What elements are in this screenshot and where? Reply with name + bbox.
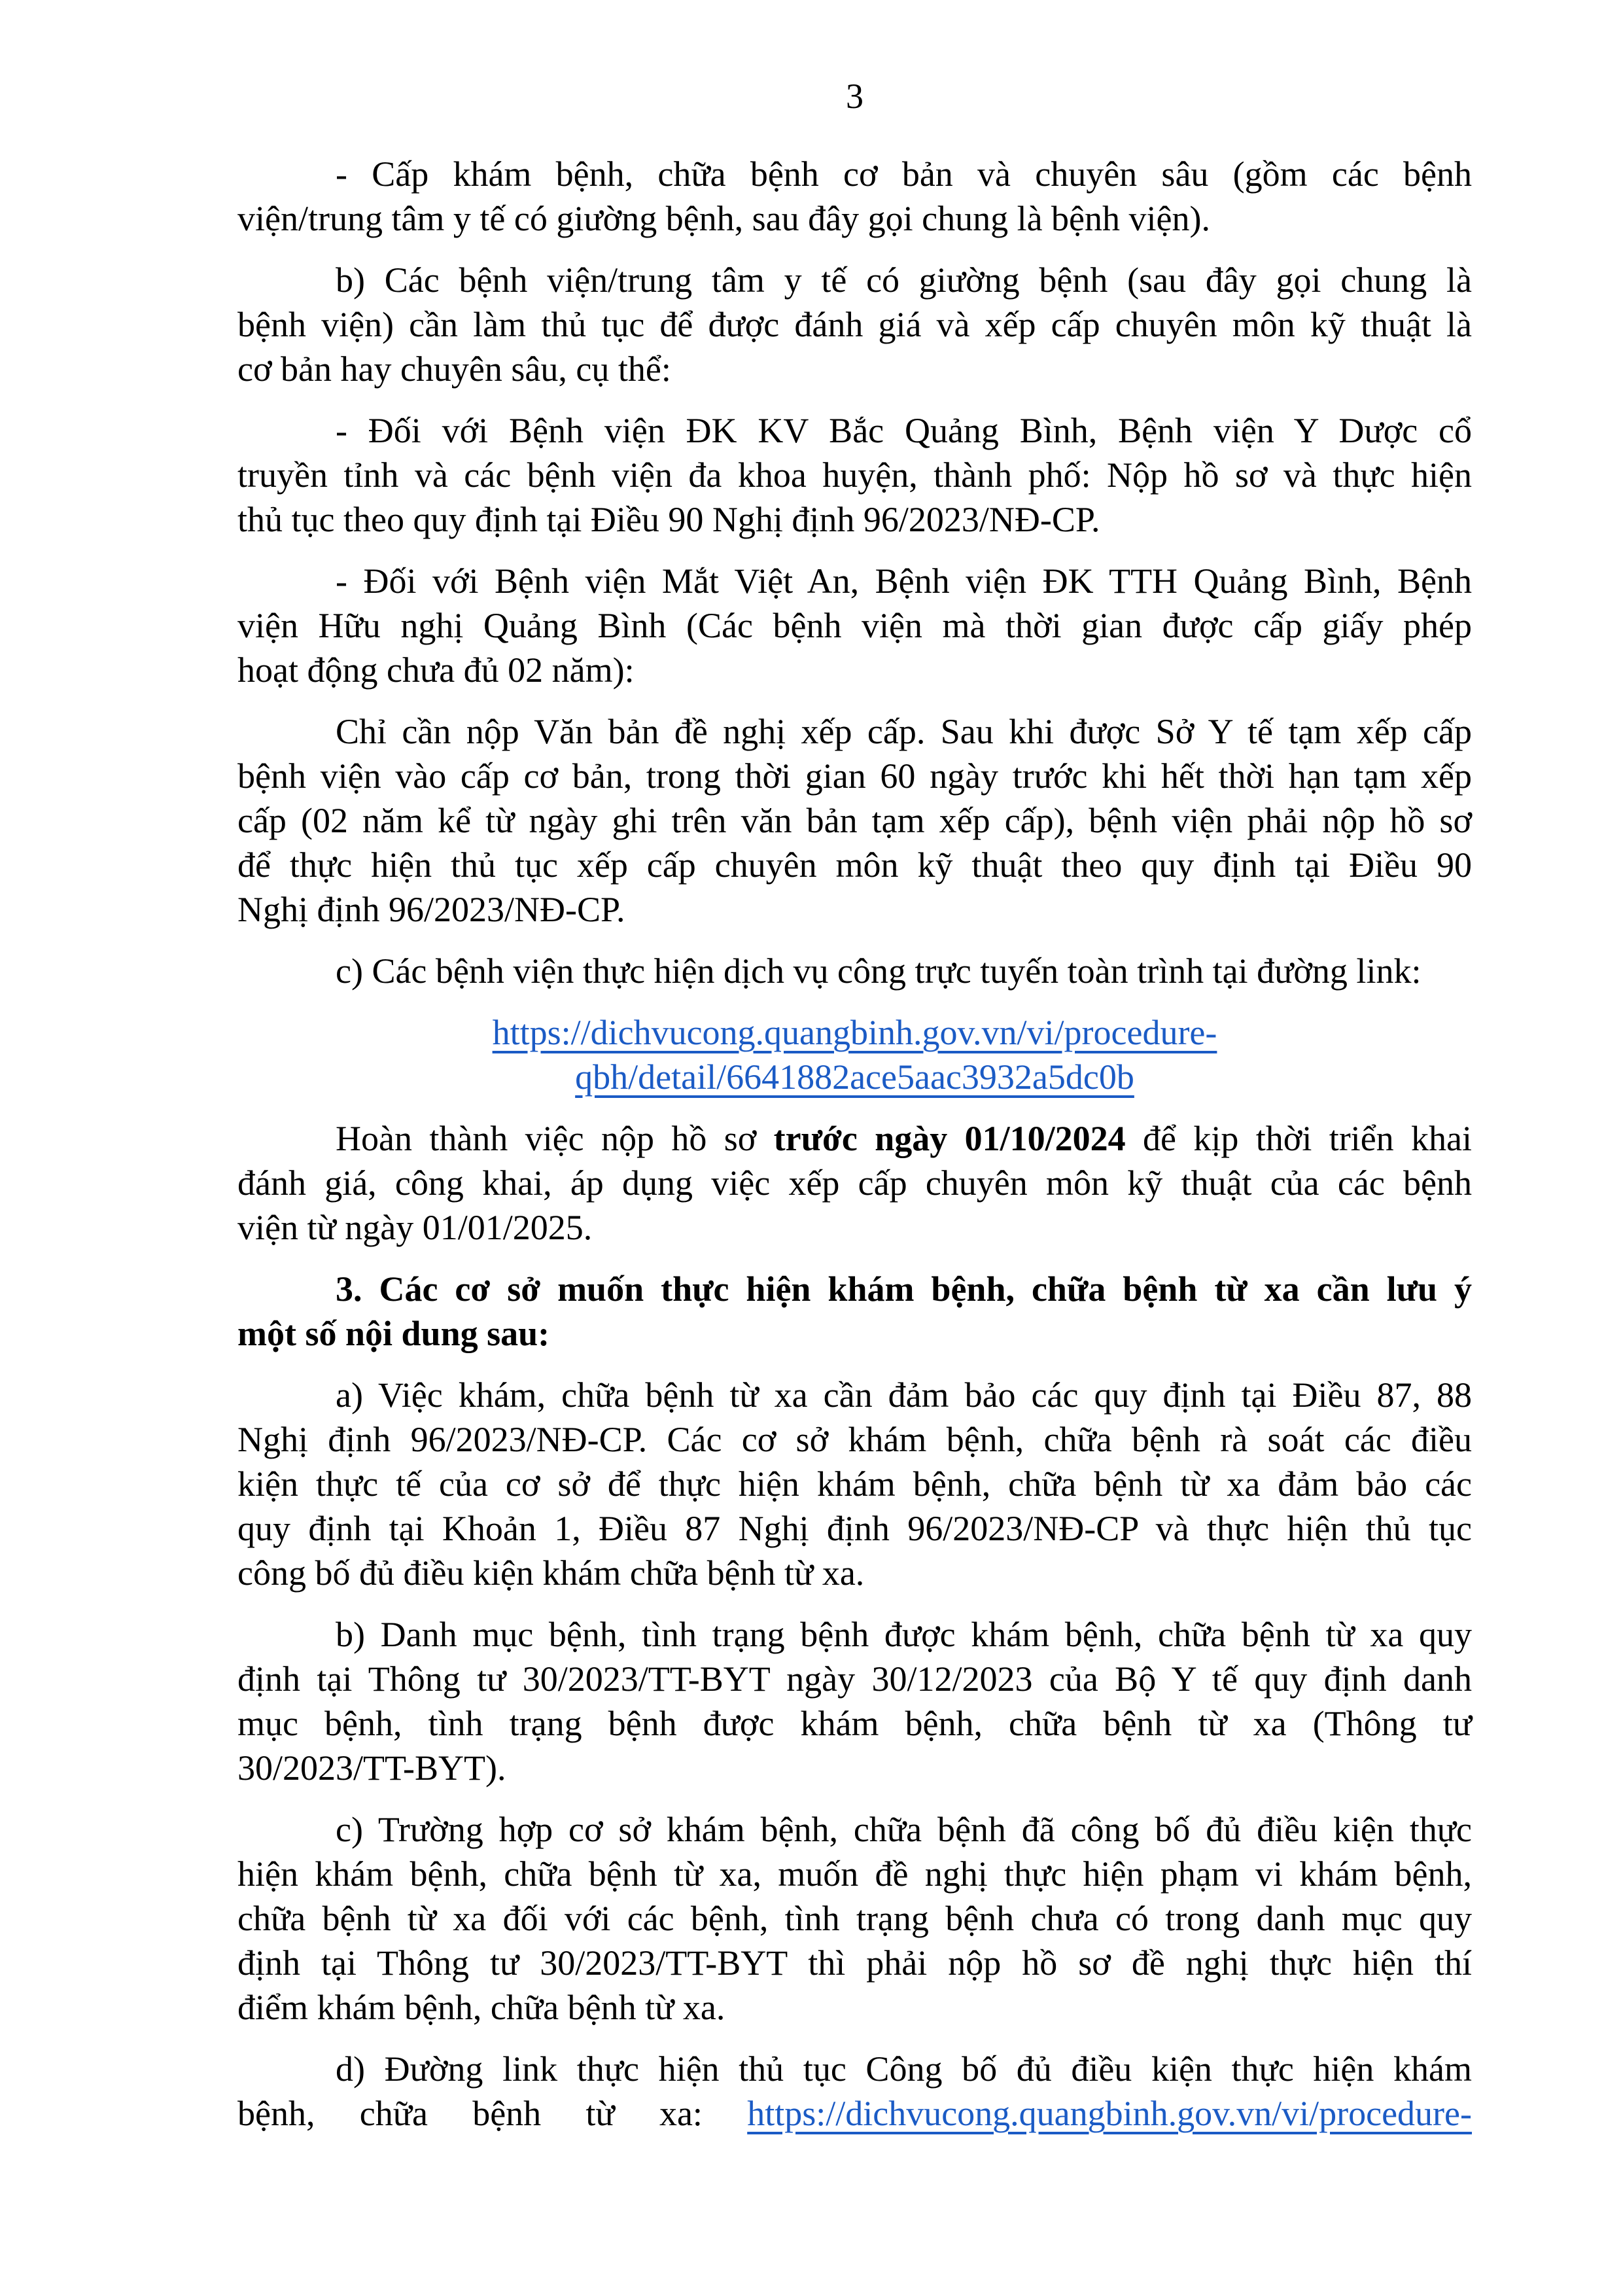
item-hoan-thanh-nop-ho-so — [237, 1116, 1472, 1250]
text-run: c) Các bệnh viện thực hiện dịch vụ công trực tuyến toàn trình tại đường link: — [336, 951, 1422, 991]
text-run: chữa bệnh từ xa đối với các bệnh, tình trạng bệnh chưa có trong danh mục quy — [237, 1899, 1472, 1938]
text-line — [237, 648, 1472, 692]
text-line — [237, 1807, 1472, 1852]
text-run: cơ bản hay chuyên sâu, cụ thể: — [237, 349, 671, 389]
text-line — [237, 1205, 1472, 1250]
item-doi-voi-benh-vien-mat — [237, 559, 1472, 692]
text-run: thủ tục theo quy định tại Điều 90 Nghị định 96/2023/NĐ-CP. — [237, 500, 1100, 539]
text-line — [237, 497, 1472, 542]
text-run: kiện thực tế của cơ sở để thực hiện khám bệnh, chữa bệnh từ xa đảm bảo các — [237, 1464, 1472, 1504]
text-line — [237, 843, 1472, 887]
item-doi-voi-benh-vien-dk-kv — [237, 408, 1472, 542]
text-run: bệnh viện vào cấp cơ bản, trong thời gian 60 ngày trước khi hết thời hạn tạm xếp — [237, 756, 1472, 796]
text-line — [237, 709, 1472, 754]
item-d-duong-link — [237, 2047, 1472, 2136]
page-number: 3 — [846, 77, 864, 116]
text-run: Nghị định 96/2023/NĐ-CP. Các cơ sở khám bệnh, chữa bệnh rà soát các điều — [237, 1420, 1472, 1459]
text-run: công bố đủ điều kiện khám chữa bệnh từ xa. — [237, 1553, 865, 1593]
text-run: định tại Thông tư 30/2023/TT-BYT ngày 30/12/2023 của Bộ Y tế quy định danh — [237, 1659, 1472, 1699]
text-run: hiện khám bệnh, chữa bệnh từ xa, muốn đề nghị thực hiện phạm vi khám bệnh, — [237, 1854, 1472, 1894]
text-run: đánh giá, công khai, áp dụng việc xếp cấp chuyên môn kỹ thuật của các bệnh — [237, 1163, 1472, 1203]
text-line — [237, 196, 1472, 241]
text-line — [237, 1746, 1472, 1790]
text-line — [237, 1941, 1472, 1985]
text-run: 30/2023/TT-BYT). — [237, 1748, 506, 1788]
text-run: bệnh viện) cần làm thủ tục để được đánh giá và xếp cấp chuyên môn kỹ thuật là — [237, 305, 1472, 344]
text-line — [237, 1551, 1472, 1595]
text-run: trước ngày 01/10/2024 — [773, 1119, 1126, 1158]
text-line — [237, 453, 1472, 497]
text-line — [237, 1373, 1472, 1417]
text-line — [237, 1896, 1472, 1941]
text-line — [237, 1657, 1472, 1701]
item-cap-kham-chua-benh — [237, 152, 1472, 241]
text-line — [237, 2091, 1472, 2136]
text-run: - Đối với Bệnh viện Mắt Việt An, Bệnh viện ĐK TTH Quảng Bình, Bệnh — [336, 561, 1472, 601]
hyperlink[interactable]: qbh/detail/6641882ace5aac3932a5dc0b — [575, 1057, 1134, 1097]
text-line — [237, 1612, 1472, 1657]
text-line — [237, 152, 1472, 196]
text-line — [237, 754, 1472, 798]
text-run: b) Các bệnh viện/trung tâm y tế có giường bệnh (sau đây gọi chung là — [336, 260, 1472, 300]
text-run: a) Việc khám, chữa bệnh từ xa cần đảm bảo các quy định tại Điều 87, 88 — [336, 1375, 1472, 1415]
text-run: để thực hiện thủ tục xếp cấp chuyên môn kỹ thuật theo quy định tại Điều 90 — [237, 845, 1472, 885]
text-line — [237, 1055, 1472, 1099]
text-line — [237, 2047, 1472, 2091]
text-line — [237, 408, 1472, 453]
item-a-kham-chua-benh-tu-xa — [237, 1373, 1472, 1595]
text-run: một số nội dung sau: — [237, 1314, 550, 1353]
text-line — [237, 258, 1472, 302]
heading-section-3 — [237, 1267, 1472, 1356]
text-run: - Đối với Bệnh viện ĐK KV Bắc Quảng Bình, Bệnh viện Y Dược cổ — [336, 411, 1472, 450]
text-line — [237, 1010, 1472, 1055]
portal-link-block — [237, 1010, 1472, 1099]
text-run: Nghị định 96/2023/NĐ-CP. — [237, 890, 625, 929]
item-c-dich-vu-cong — [237, 949, 1472, 993]
text-line — [237, 1701, 1472, 1746]
text-line — [237, 1417, 1472, 1462]
text-line — [237, 1985, 1472, 2030]
text-line — [237, 949, 1472, 993]
text-line — [237, 798, 1472, 843]
text-run: viện/trung tâm y tế có giường bệnh, sau đây gọi chung là bệnh viện). — [237, 199, 1210, 238]
item-chi-can-nop-van-ban — [237, 709, 1472, 932]
text-run: để kịp thời triển khai — [1125, 1119, 1472, 1158]
item-b-danh-muc-benh — [237, 1612, 1472, 1790]
text-run: bệnh, chữa bệnh từ xa: — [237, 2094, 748, 2133]
text-line — [237, 559, 1472, 603]
text-line — [237, 1462, 1472, 1506]
text-line — [237, 302, 1472, 347]
text-line — [237, 1267, 1472, 1311]
hyperlink[interactable]: https://dichvucong.quangbinh.gov.vn/vi/procedure- — [747, 2094, 1472, 2133]
text-line — [237, 1161, 1472, 1205]
text-line — [237, 887, 1472, 932]
text-line — [237, 1116, 1472, 1161]
text-line — [237, 1311, 1472, 1356]
text-run: 3. Các cơ sở muốn thực hiện khám bệnh, chữa bệnh từ xa cần lưu ý — [336, 1269, 1472, 1309]
text-run: d) Đường link thực hiện thủ tục Công bố đủ điều kiện thực hiện khám — [336, 2049, 1472, 2089]
text-run: hoạt động chưa đủ 02 năm): — [237, 650, 635, 690]
text-line — [237, 1852, 1472, 1896]
text-run: cấp (02 năm kể từ ngày ghi trên văn bản tạm xếp cấp), bệnh viện phải nộp hồ sơ — [237, 801, 1472, 840]
text-line — [237, 603, 1472, 648]
text-line — [237, 1506, 1472, 1551]
text-line — [237, 347, 1472, 391]
document-body — [237, 152, 1472, 2153]
text-run: Hoàn thành việc nộp hồ sơ — [336, 1119, 774, 1158]
text-run: Chỉ cần nộp Văn bản đề nghị xếp cấp. Sau khi được Sở Y tế tạm xếp cấp — [336, 712, 1472, 751]
text-run: - Cấp khám bệnh, chữa bệnh cơ bản và chuyên sâu (gồm các bệnh — [336, 154, 1472, 194]
item-c-truong-hop-co-so — [237, 1807, 1472, 2030]
hyperlink[interactable]: https://dichvucong.quangbinh.gov.vn/vi/procedure- — [492, 1013, 1217, 1052]
text-run: truyền tỉnh và các bệnh viện đa khoa huyện, thành phố: Nộp hồ sơ và thực hiện — [237, 455, 1472, 495]
text-run: định tại Thông tư 30/2023/TT-BYT thì phải nộp hồ sơ đề nghị thực hiện thí — [237, 1943, 1472, 1983]
item-b-benh-vien-thu-tuc — [237, 258, 1472, 391]
text-run: viện Hữu nghị Quảng Bình (Các bệnh viện mà thời gian được cấp giấy phép — [237, 606, 1472, 645]
text-run: b) Danh mục bệnh, tình trạng bệnh được khám bệnh, chữa bệnh từ xa quy — [336, 1615, 1472, 1654]
text-run: điểm khám bệnh, chữa bệnh từ xa. — [237, 1988, 725, 2027]
text-run: quy định tại Khoản 1, Điều 87 Nghị định 96/2023/NĐ-CP và thực hiện thủ tục — [237, 1509, 1472, 1548]
text-run: mục bệnh, tình trạng bệnh được khám bệnh, chữa bệnh từ xa (Thông tư — [237, 1704, 1472, 1743]
text-run: c) Trường hợp cơ sở khám bệnh, chữa bệnh đã công bố đủ điều kiện thực — [336, 1810, 1472, 1849]
text-run: viện từ ngày 01/01/2025. — [237, 1208, 593, 1247]
